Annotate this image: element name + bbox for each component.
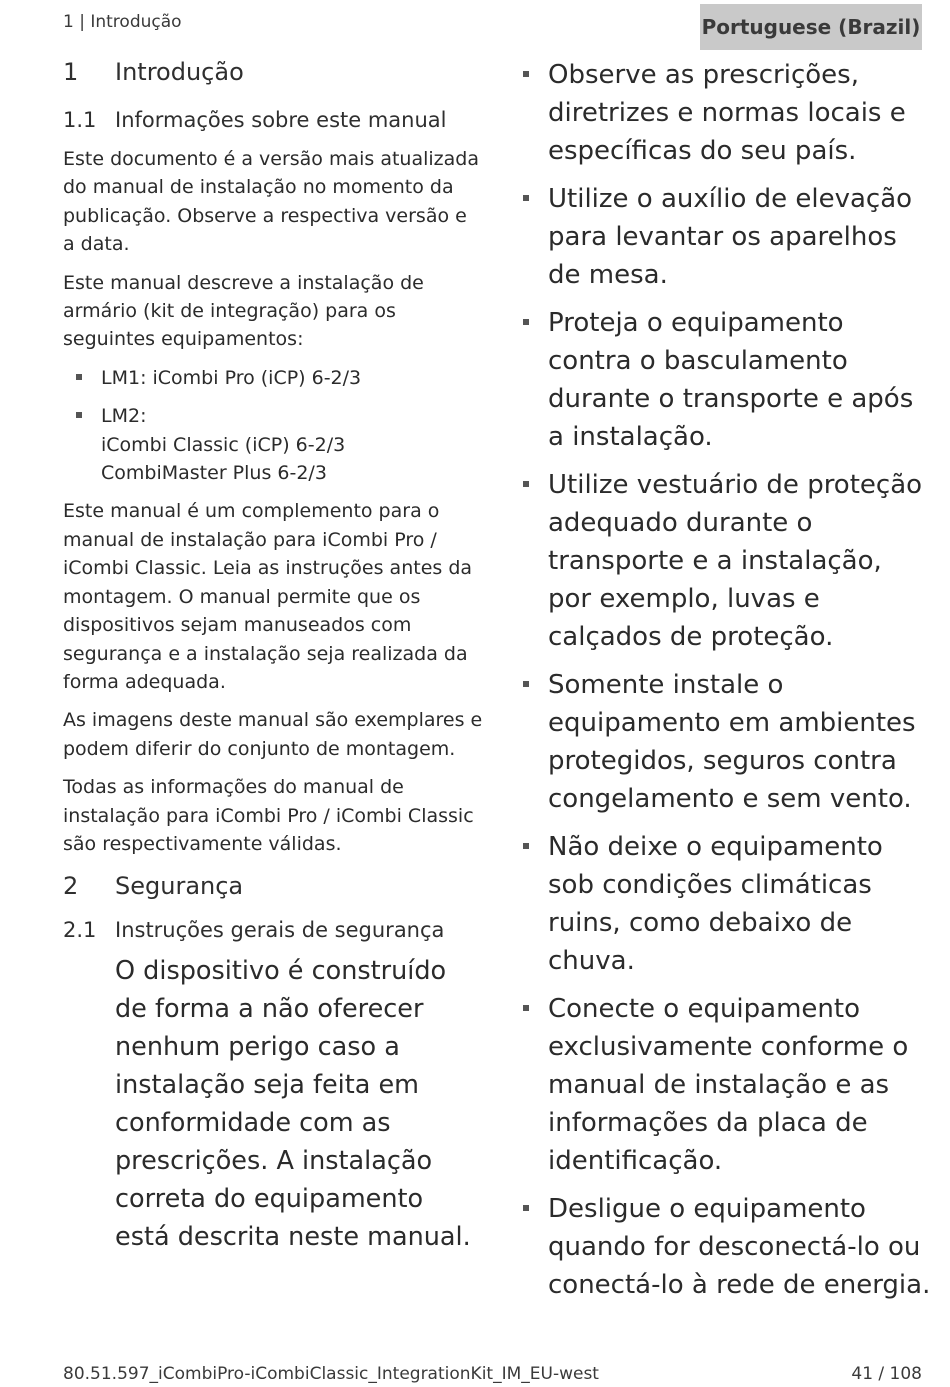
safety-statement: O dispositivo é construído de forma a não oferecer nenhum perigo caso a instalação seja feita em conformidade com as prescrições. A instalação correta do equipamento está descrita neste manual. [115,956,471,1253]
heading-introduction [63,58,483,86]
safety-item [522,828,932,980]
device-line: iCombi Classic (iCP) 6-2/3 [101,433,346,456]
safety-item [522,1190,932,1304]
bullet-icon [523,195,529,201]
bullet-icon [523,481,529,487]
safety-item-text: Observe as prescrições, diretrizes e normas locais e específicas do seu país. [548,60,906,166]
heading-title: Segurança [115,872,244,901]
bullet-icon [523,319,529,325]
bullet-icon [523,681,529,687]
footer-page-number: 41 / 108 [851,1364,922,1384]
device-item-lm2 [63,402,483,487]
safety-item-text: Desligue o equipamento quando for desconectá-lo ou conectá-lo à rede de energia. [548,1194,931,1300]
paragraph-images: As imagens deste manual são exemplares e podem diferir do conjunto de montagem. [63,709,483,760]
heading-number: 1.1 [63,108,97,132]
right-column [522,56,932,1314]
bullet-icon [523,843,529,849]
safety-item [522,304,932,456]
bullet-icon [76,412,82,418]
device-item-lm1 [63,364,483,392]
paragraph-complement: Este manual é um complemento para o manual de instalação para iCombi Pro / iCombi Classic. Leia as instruções antes da montagem. O manual permite que os dispositivos sejam manuseados com segurança e a instalação seja realizada da forma adequada. [63,500,473,693]
safety-instructions-list [522,56,932,1304]
safety-item-text: Conecte o equipamento exclusivamente conforme o manual de instalação e as informações da placa de identificação. [548,994,909,1176]
heading-number: 1 [63,58,79,86]
heading-safety [63,872,483,900]
safety-item-text: Não deixe o equipamento sob condições climáticas ruins, como debaixo de chuva. [548,832,883,976]
safety-item-text: Proteja o equipamento contra o basculamento durante o transporte e após a instalação. [548,308,914,452]
bullet-icon [523,1005,529,1011]
safety-item-text: Utilize vestuário de proteção adequado durante o transporte e a instalação, por exemplo, luvas e calçados de proteção. [548,470,923,652]
heading-manual-info [63,108,483,132]
bullet-icon [523,71,529,77]
safety-item [522,666,932,818]
device-line: LM2: [101,405,147,428]
bullet-icon [76,374,82,380]
device-line: LM1: iCombi Pro (iCP) 6-2/3 [101,366,362,389]
safety-item-text: Somente instale o equipamento em ambientes protegidos, seguros contra congelamento e sem vento. [548,670,916,814]
device-list [63,364,483,488]
safety-item [522,990,932,1180]
paragraph-version: Este documento é a versão mais atualizada do manual de instalação no momento da publicação. Observe a respectiva versão e a data. [63,148,479,256]
heading-general-safety [63,918,483,942]
paragraph-validity: Todas as informações do manual de instalação para iCombi Pro / iCombi Classic são respectivamente válidas. [63,776,474,855]
left-column [63,58,483,1256]
heading-title: Instruções gerais de segurança [115,918,445,943]
paragraph-scope: Este manual descreve a instalação de armário (kit de integração) para os seguintes equipamentos: [63,271,424,351]
heading-number: 2.1 [63,918,97,943]
heading-title: Introdução [115,58,244,86]
bullet-icon [523,1205,529,1211]
heading-number: 2 [63,872,79,901]
language-badge: Portuguese (Brazil) [700,4,922,50]
safety-item [522,466,932,656]
device-line: CombiMaster Plus 6-2/3 [101,462,327,485]
running-header: 1 | Introdução [63,12,182,32]
safety-item-text: Utilize o auxílio de elevação para levantar os aparelhos de mesa. [548,184,913,290]
footer-document-id: 80.51.597_iCombiPro-iCombiClassic_IntegrationKit_IM_EU-west [63,1364,599,1384]
safety-item [522,56,932,170]
safety-item [522,180,932,294]
heading-title: Informações sobre este manual [115,108,447,132]
